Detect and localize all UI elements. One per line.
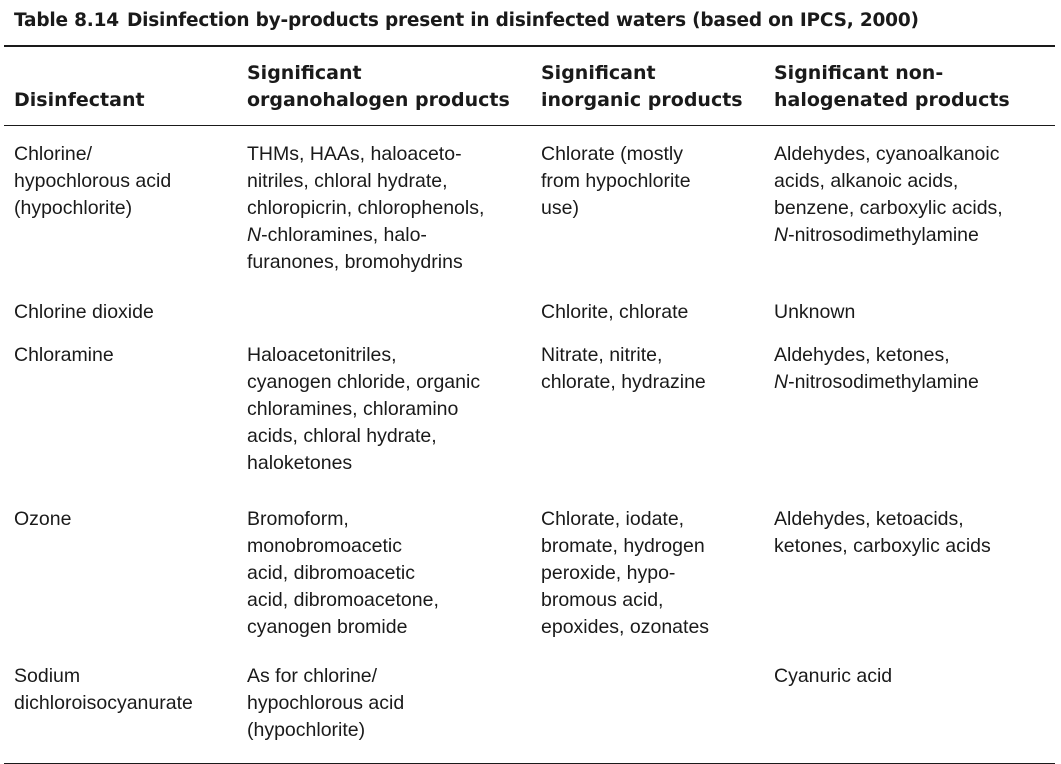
cell-line: Chlorate (mostly xyxy=(541,143,683,165)
cell-line: As for chlorine/ xyxy=(247,665,378,687)
cell-line: Chlorate, iodate, xyxy=(541,508,685,530)
cell-line: bromate, hydrogen xyxy=(541,535,705,557)
italic-prefix: N xyxy=(774,371,789,393)
cell-line: Nitrate, nitrite, xyxy=(541,344,663,366)
cell-line: cyanogen bromide xyxy=(247,616,408,638)
cell-line: ketones, carboxylic acids xyxy=(774,535,991,557)
cell-line: bromous acid, xyxy=(541,589,664,611)
cell-line xyxy=(247,222,484,249)
cell-line: acids, chloral hydrate, xyxy=(247,425,437,447)
cell-line: Cyanuric acid xyxy=(774,665,893,687)
row-3-disinfectant xyxy=(14,342,114,369)
table-number: Table 8.14 xyxy=(14,10,119,31)
header-organohalogen-line: organohalogen products xyxy=(247,89,510,111)
cell-line xyxy=(774,222,1003,249)
cell-line: furanones, bromohydrins xyxy=(247,251,463,273)
cell-line: haloketones xyxy=(247,452,353,474)
header-disinfectant: Disinfectant xyxy=(14,89,145,111)
cell-line: (hypochlorite) xyxy=(247,719,366,741)
cell-line: Unknown xyxy=(774,301,856,323)
cell-line: epoxides, ozonates xyxy=(541,616,710,638)
cell-line: peroxide, hypo- xyxy=(541,562,676,584)
cell-text: -nitrosodimethylamine xyxy=(788,371,979,393)
header-non-halogenated xyxy=(774,60,1010,114)
cell-text: -nitrosodimethylamine xyxy=(788,224,979,246)
cell-line: chloramines, chloramino xyxy=(247,398,459,420)
row-2-disinfectant xyxy=(14,299,154,326)
cell-line: Aldehydes, ketones, xyxy=(774,344,950,366)
row-2-non-halogenated xyxy=(774,299,855,326)
cell-line: chloropicrin, chlorophenols, xyxy=(247,197,485,219)
cell-line: (hypochlorite) xyxy=(14,197,133,219)
row-4-disinfectant xyxy=(14,506,71,533)
cell-line: dichloroisocyanurate xyxy=(14,692,193,714)
cell-line: Aldehydes, ketoacids, xyxy=(774,508,964,530)
row-1-organohalogen xyxy=(247,141,484,276)
row-1-non-halogenated xyxy=(774,141,1003,249)
header-non-halogenated-line: halogenated products xyxy=(774,89,1010,111)
header-organohalogen-line: Significant xyxy=(247,62,362,84)
row-3-non-halogenated xyxy=(774,342,979,396)
cell-line: nitriles, chloral hydrate, xyxy=(247,170,448,192)
row-1-disinfectant xyxy=(14,141,171,222)
cell-line: monobromoacetic xyxy=(247,535,402,557)
cell-line: chlorate, hydrazine xyxy=(541,371,706,393)
cell-line: Ozone xyxy=(14,508,72,530)
cell-line xyxy=(774,369,979,396)
row-4-non-halogenated xyxy=(774,506,991,560)
table-title: Disinfection by-products present in disinfected waters (based on IPCS, 2000) xyxy=(126,10,919,31)
italic-prefix: N xyxy=(247,224,262,246)
top-rule xyxy=(4,45,1055,47)
header-rule xyxy=(4,125,1055,126)
cell-line: acid, dibromoacetone, xyxy=(247,589,439,611)
cell-line: cyanogen chloride, organic xyxy=(247,371,481,393)
cell-line: use) xyxy=(541,197,579,219)
cell-line: acids, alkanoic acids, xyxy=(774,170,959,192)
header-inorganic-line: Significant xyxy=(541,62,656,84)
cell-line: Chlorite, chlorate xyxy=(541,301,689,323)
cell-line: Bromoform, xyxy=(247,508,349,530)
cell-text: -chloramines, halo- xyxy=(261,224,427,246)
cell-line: Chloramine xyxy=(14,344,114,366)
cell-line: acid, dibromoacetic xyxy=(247,562,415,584)
row-2-inorganic xyxy=(541,299,688,326)
cell-line: Aldehydes, cyanoalkanoic xyxy=(774,143,1000,165)
row-5-non-halogenated xyxy=(774,663,892,690)
row-5-disinfectant xyxy=(14,663,193,717)
cell-line: Chlorine/ xyxy=(14,143,93,165)
header-inorganic xyxy=(541,60,743,114)
row-4-inorganic xyxy=(541,506,709,641)
row-4-organohalogen xyxy=(247,506,439,641)
cell-line: from hypochlorite xyxy=(541,170,691,192)
row-5-organohalogen xyxy=(247,663,404,744)
table-caption xyxy=(14,10,919,31)
header-organohalogen xyxy=(247,60,510,114)
italic-prefix: N xyxy=(774,224,789,246)
row-3-inorganic xyxy=(541,342,706,396)
cell-line: Sodium xyxy=(14,665,81,687)
cell-line: Haloacetonitriles, xyxy=(247,344,397,366)
header-non-halogenated-line: Significant non- xyxy=(774,62,944,84)
row-1-inorganic xyxy=(541,141,691,222)
header-inorganic-line: inorganic products xyxy=(541,89,743,111)
cell-line: hypochlorous acid xyxy=(14,170,172,192)
row-3-organohalogen xyxy=(247,342,480,477)
cell-line: THMs, HAAs, haloaceto- xyxy=(247,143,462,165)
cell-line: Chlorine dioxide xyxy=(14,301,154,323)
cell-line: hypochlorous acid xyxy=(247,692,405,714)
cell-line: benzene, carboxylic acids, xyxy=(774,197,1003,219)
